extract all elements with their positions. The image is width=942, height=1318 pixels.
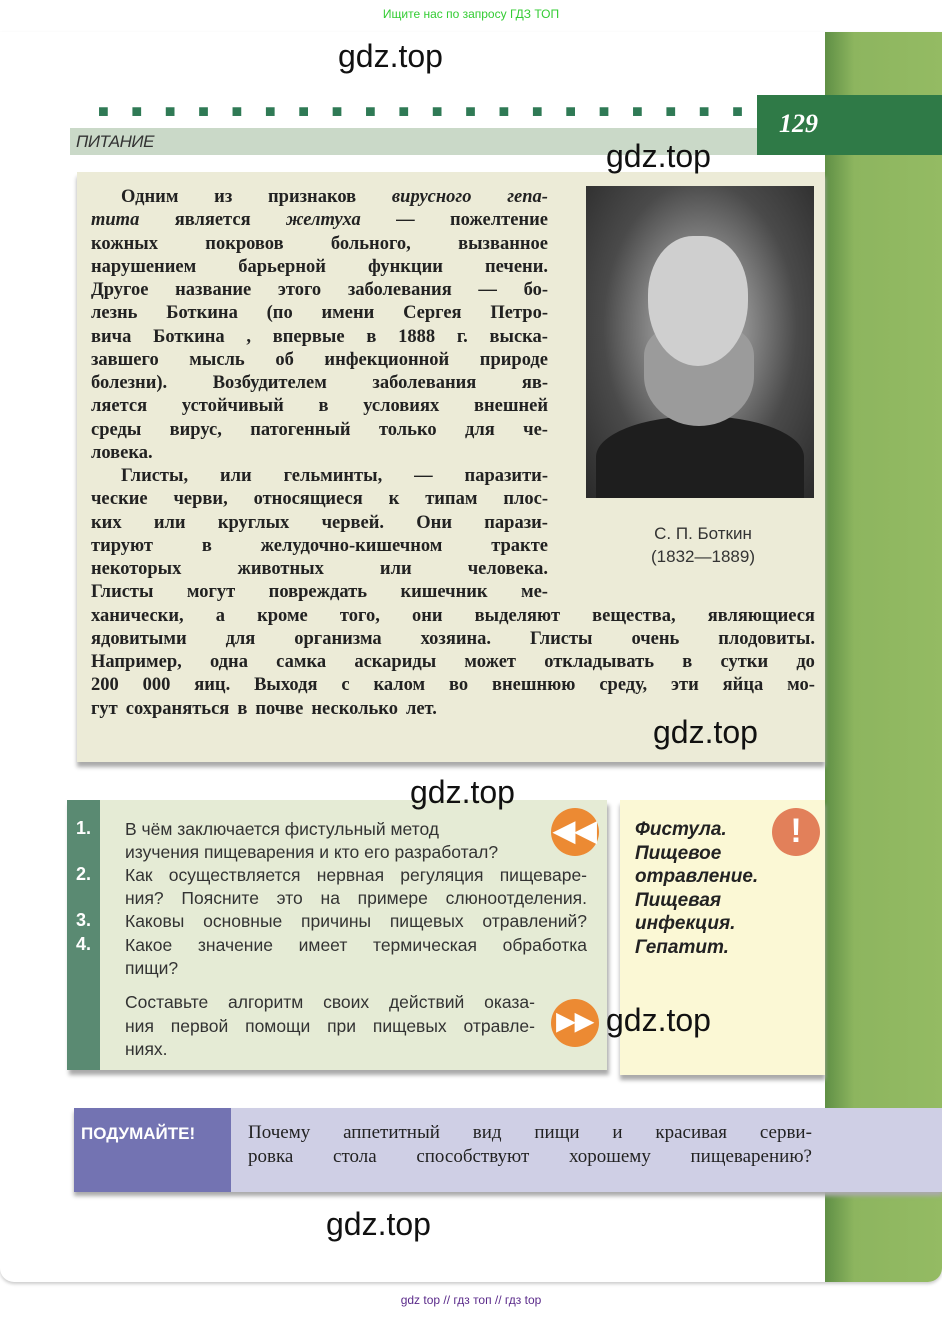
word: имени [321,303,375,324]
word: человека. [467,559,548,579]
word: эти [671,675,699,696]
word: вича [91,326,132,347]
footer-links: gdz top // гдз топ // гдз top [400,1293,542,1307]
word: из [214,187,233,207]
question-number: 2. [76,864,92,884]
word: Боткина [166,303,238,324]
word: Выходя [254,675,318,696]
whale-icon: ■ [498,101,510,121]
watermark: gdz.top [410,774,515,810]
word: яв- [521,373,548,393]
word: или [153,512,186,533]
word: повреждать [268,582,368,603]
bird-icon: ■ [465,101,476,121]
goat-icon: ■ [531,101,543,121]
word: инфекционной [324,349,450,370]
watermark: gdz.top [606,138,711,174]
word: пищи [534,1122,580,1143]
bull-icon: ■ [632,101,643,121]
word: парази- [484,512,548,533]
word: тита [91,210,140,231]
word: заболевания [347,280,452,300]
word: яиц. [194,675,231,696]
rewind-icon: ◀◀ [551,808,599,856]
page-number: 129 [757,95,942,155]
watermark: gdz.top [338,38,443,74]
word: Они [416,512,452,533]
word: в [201,535,212,556]
key-terms [635,818,758,959]
term: инфекция. [635,913,736,934]
word: пожелтение [449,210,548,231]
word: внешнюю [492,675,576,696]
butterfly-icon: ■ [732,101,743,121]
word: в [366,326,377,347]
word: лет. [405,698,437,719]
word: во [449,675,469,696]
word: к [388,489,400,510]
question-line: изучения пищеварения и кто его разработал? [125,842,499,862]
word: до [796,652,815,672]
word: тракте [491,535,548,556]
bull-icon: ■ [231,101,243,121]
word: для [225,628,256,649]
whale-icon: ■ [98,101,109,121]
text-line [91,512,548,535]
think-line [248,1146,812,1168]
text-line [91,349,548,372]
portrait-photo [586,186,814,498]
word: откладывать [544,652,655,672]
portrait-years: (1832—1889) [651,547,755,566]
word: 000 [142,675,171,696]
think-label: ПОДУМАЙТЕ! [74,1108,231,1192]
word: организма [294,628,382,649]
word: или [379,559,412,579]
word: гепа- [507,187,548,207]
question-number: 3. [76,910,92,930]
text-line [121,186,548,209]
word: а [215,605,225,626]
word: 1888 [398,326,436,347]
question-number: 4. [76,934,92,954]
word: ме- [520,582,548,603]
text-line [91,256,548,279]
word: мысль [189,349,245,370]
bird-icon: ■ [565,101,577,121]
kangaroo-icon: ■ [665,101,677,121]
top-note: Ищите нас по запросу ГДЗ ТОП [382,7,560,21]
word: в [318,396,329,417]
text-line [91,395,548,418]
word: аскариды [354,652,437,672]
word: ких [91,512,122,533]
text-line [91,326,548,349]
question-line: Каковы основные причины пищевых отравлений? [125,911,587,931]
word: барьерной [238,256,326,277]
word: условиях [363,396,440,417]
task-line: Составьте алгоритм своих действий оказа- [125,992,535,1012]
text-line [91,535,548,558]
word: впервые [272,326,345,347]
word: печени. [484,256,548,277]
word: или [220,466,252,486]
word: ровка [248,1146,294,1167]
bird-icon: ■ [164,101,176,121]
word: Петро- [490,303,548,324]
scorpion-icon: ■ [398,101,410,121]
kangaroo-icon: ■ [264,101,276,121]
word: в [682,652,693,672]
question-line: В чём заключается фистульный метод [125,819,440,839]
text-line [91,209,548,232]
word: бо- [523,280,548,300]
term: Фистула. [635,819,727,840]
word: завшего [91,349,159,370]
text-line [91,698,437,721]
question-number: 1. [76,818,92,838]
text-line [91,628,815,651]
word: того, [339,605,380,626]
watermark: gdz.top [653,714,758,750]
term: отравление. [635,866,759,887]
text-line [91,558,548,581]
antelope-icon: ■ [698,101,710,121]
word: Глисты, [121,466,189,486]
word: червей. [321,512,384,533]
butterfly-icon: ■ [365,101,376,121]
word: Возбудителем [212,373,327,393]
word: и [612,1122,623,1143]
word: они [411,605,443,626]
word: ческие [91,489,148,510]
word: способствуют [416,1146,530,1167]
word: устойчивый [181,396,284,417]
question-line: Какое значение имеет термическая обработка [125,935,587,955]
watermark: gdz.top [326,1206,431,1242]
word: Сергея [403,303,462,324]
word: серви- [759,1122,812,1143]
task-line: ниях. [125,1039,168,1059]
word: типам [425,489,478,510]
word: Боткина [153,326,225,347]
insect-icon: ■ [198,101,209,121]
word: плодовиты. [718,628,815,649]
word: (по [266,303,293,324]
word: вещества, [592,605,676,626]
word: сохраняться [125,698,230,719]
word: хозяина. [420,628,492,649]
word: че- [523,419,548,440]
text-line [91,442,153,465]
word: почве [255,698,304,719]
word: мо- [787,675,815,696]
word: этого [277,280,322,300]
word: калом [373,675,426,696]
section-title: ПИТАНИЕ [70,128,757,155]
word: относящиеся [253,489,363,510]
watermark: gdz.top [606,1002,711,1038]
word: Глисты [91,582,154,603]
word: название [175,280,252,300]
text-line [91,419,548,442]
word: нарушением [91,256,197,277]
term: Гепатит. [635,936,729,958]
word: некоторых [91,559,182,579]
word: 200 [91,675,119,696]
word: тируют [91,535,154,556]
word: стола [333,1146,377,1167]
word: вирусного [391,187,472,207]
word: является [174,210,251,231]
word: Глисты [530,628,593,649]
word: черви, [173,489,228,510]
word: лезнь [91,303,138,324]
question-line: ния? Поясните это на примере слюноотделения. [125,888,587,908]
word: среду, [599,675,648,696]
word: хорошему [568,1146,651,1167]
word: вирус, [169,419,222,440]
word: внешней [473,396,548,417]
word: паразити- [464,466,548,486]
word: покровов [205,233,284,254]
word: выска- [489,326,548,347]
exclamation-icon: ! [772,808,820,856]
word: Почему [248,1122,311,1143]
portrait-name: С. П. Боткин [654,524,752,543]
horse-icon: ■ [431,101,443,121]
word: желудочно-кишечном [260,535,443,556]
word: с [341,675,350,696]
word: среды [91,419,142,440]
word: гут [91,698,118,719]
term: Пищевое [635,842,722,864]
word: Одним [121,187,179,207]
word: ловека. [91,442,153,463]
animal-silhouettes-row [98,100,743,122]
word: животных [237,559,324,579]
word: ядовитыми [91,628,187,649]
text-line [91,605,815,628]
word: желтуха [285,210,361,231]
word: несколько [311,698,398,719]
word: круглых [217,512,290,533]
text-line [91,233,548,256]
insect-icon: ■ [598,101,610,121]
fast-forward-icon: ▶▶ [551,999,599,1047]
task-line: ния первой помощи при пищевых отравле- [125,1016,535,1036]
word: сутки [720,652,769,672]
word: самка [276,652,327,672]
word: кроме [257,605,308,626]
word: вызванное [458,233,548,254]
word: красивая [655,1122,728,1143]
word: — [478,280,497,300]
word: являющиеся [707,605,815,626]
text-line [91,279,548,302]
word: — [414,466,433,486]
word: аппетитный [343,1122,440,1143]
word: в [237,698,248,719]
word: болезни). [91,373,168,393]
word: заболевания [372,373,477,393]
page-edge-strip [825,32,942,1282]
word: гельминты, [283,466,383,486]
word: могут [186,582,236,603]
word: об [275,349,294,370]
goat-icon: ■ [131,101,143,121]
word: Другое [91,280,149,300]
term: Пищевая [635,889,722,911]
word: патогенный [250,419,351,440]
word: Например, [91,652,182,672]
word: только [378,419,437,440]
word: для [465,419,495,440]
word: ханически, [91,605,184,626]
text-line [121,465,548,488]
word: одна [209,652,248,672]
question-line: Как осуществляется нервная регуляция пищеваре- [125,865,587,885]
portrait-caption [586,522,820,568]
word: очень [631,628,680,649]
text-line [91,372,548,395]
word: , [246,326,252,347]
word: кожных [91,233,158,254]
word: функции [368,256,443,277]
text-line [91,488,548,511]
word: ляется [91,396,148,417]
word: яйца [722,675,764,696]
word: признаков [268,187,357,207]
word: выделяют [474,605,561,626]
word: кишечник [400,582,488,603]
word: г. [456,326,468,347]
text-line [91,581,548,604]
word: пищеварению? [690,1146,812,1167]
question-line: пищи? [125,958,179,978]
word: больного, [330,233,411,254]
antelope-icon: ■ [298,101,310,121]
text-line [91,651,815,674]
word: плос- [503,489,548,510]
word: природе [479,349,548,370]
word: — [396,210,415,231]
word: вид [472,1122,502,1143]
text-line [91,674,815,697]
text-line [91,302,548,325]
word: может [464,652,516,672]
bison-icon: ■ [331,101,343,121]
think-line [248,1122,812,1144]
